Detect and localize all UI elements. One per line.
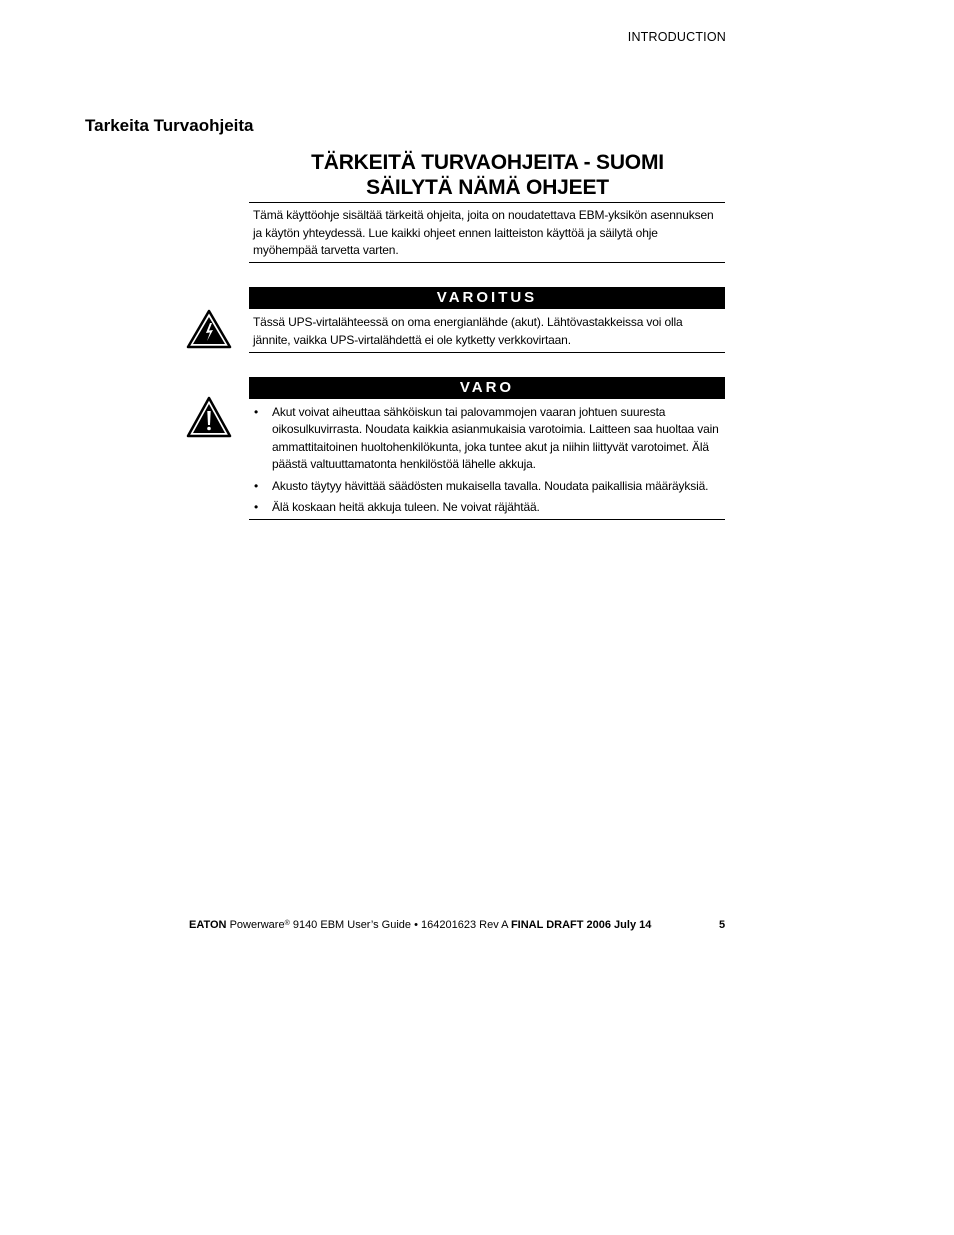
warning-text: Tässä UPS-virtalähteessä on oma energianlähde (akut). Lähtövastakkeissa voi olla jännite, vaikka UPS-virtalähdettä ei ole kytketty verkkovirtaan. [253, 315, 683, 347]
page-number: 5 [719, 919, 726, 931]
list-item-text: Akut voivat aiheuttaa sähköiskun tai palovammojen vaaran johtuen suuresta oikosulkuvirrasta. Noudata kaikkia asianmukaisia varotoimia. Laitteen saa huoltaa vain ammattitaitoinen huoltohenkilökunta, joka tuntee akut ja niihin liittyvät varotoimet. Älä päästä valtuuttamatonta henkilöstöä lähelle akkuja. [272, 405, 719, 471]
caution-list [253, 404, 723, 521]
running-header: INTRODUCTION [627, 30, 726, 44]
intro-paragraph: Tämä käyttöohje sisältää tärkeitä ohjeita, joita on noudatettava EBM-yksikön asennuksen ja käytön yhteydessä. Lue kaikki ohjeet ennen laitteiston käyttöä ja säilytä ohje myöhempää tarvetta varten. [253, 208, 714, 257]
list-item [253, 499, 723, 516]
caution-bar: VARO [249, 377, 725, 399]
footer-brand: EATON [189, 919, 227, 931]
bullet: • [254, 405, 259, 419]
list-item-text: Älä koskaan heitä akkuja tuleen. Ne voivat räjähtää. [272, 500, 540, 515]
bullet: • [254, 478, 259, 493]
main-title [249, 150, 726, 200]
section-title: Tarkeita Turvaohjeita [85, 116, 254, 135]
footer-guide: 9140 EBM User’s Guide [292, 919, 412, 931]
main-title-line-2: SÄILYTÄ NÄMÄ OHJEET [366, 176, 609, 199]
electrical-hazard-icon [186, 309, 232, 354]
divider [249, 202, 725, 203]
list-item-text: Akusto täytyy hävittää säädösten mukaisella tavalla. Noudata paikallisia määräyksiä. [272, 478, 709, 493]
main-title-line-1: TÄRKEITÄ TURVAOHJEITA - SUOMI [311, 151, 664, 174]
footer-product: Powerware [229, 919, 285, 931]
footer-status: FINAL DRAFT 2006 July 14 [510, 919, 652, 931]
divider [249, 519, 725, 520]
footer-doc-number: 164201623 Rev A [421, 919, 508, 931]
divider [249, 352, 725, 353]
registered-mark: ® [284, 920, 290, 927]
bullet: • [254, 500, 259, 515]
exclamation-warning-icon [186, 396, 232, 443]
divider [249, 262, 725, 263]
list-item [253, 478, 723, 495]
warning-bar: VAROITUS [249, 287, 725, 309]
footer [189, 919, 651, 931]
list-item [253, 404, 723, 473]
footer-separator: • [414, 919, 418, 931]
